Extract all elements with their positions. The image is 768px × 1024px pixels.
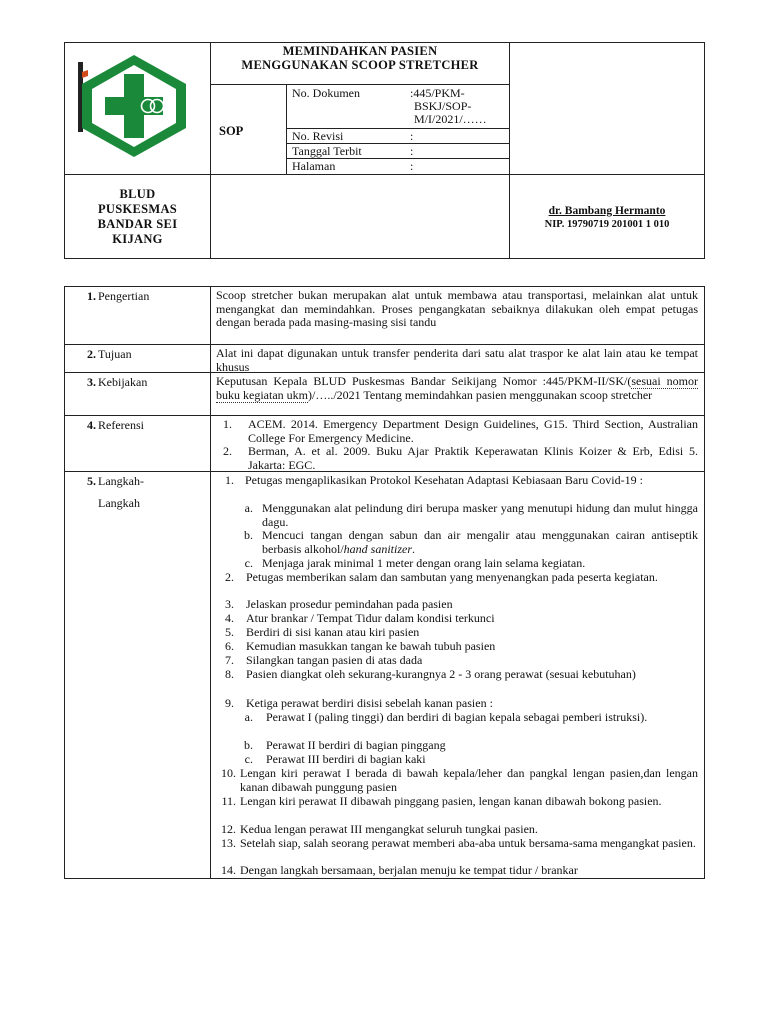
substep-letter: b. [244, 528, 253, 542]
content-divider [210, 286, 211, 879]
step-number: 10. [221, 766, 236, 780]
substep-item: Menggunakan alat pelindung diri berupa masker yang menutupi hidung dan mulut hingga dagu. [262, 501, 698, 529]
step-item: Ketiga perawat berdiri disisi sebelah kanan pasien : [246, 696, 493, 710]
step-number: 9. [225, 696, 234, 710]
substep-item: Perawat I (paling tinggi) dan berdiri di bagian kepala sebagai pemberi istruksi). [266, 710, 648, 724]
tujuan-text: Alat ini dapat digunakan untuk transfer penderita dari satu alat traspor ke alat lain atau ke tempat khusus [216, 346, 698, 374]
substep-item [262, 529, 698, 556]
org-line: BANDAR SEI [97, 217, 178, 231]
ref-number: 1. [223, 417, 232, 431]
org-line: PUSKESMAS [97, 202, 178, 216]
header-divider [286, 84, 287, 174]
step-item: Dengan langkah bersamaan, berjalan menuju ke tempat tidur / brankar [240, 864, 578, 877]
no-dokumen-line: :445/PKM- [410, 86, 465, 100]
step-number: 13. [221, 836, 236, 850]
step-item: Petugas mengaplikasikan Protokol Kesehatan Adaptasi Kebiasaan Baru Covid-19 : [245, 473, 643, 487]
no-dokumen-line: M/I/2021/…… [414, 112, 487, 126]
substep-item: Perawat III berdiri di bagian kaki [266, 752, 426, 766]
substep-letter: b. [244, 738, 253, 752]
step-item: Atur brankar / Tempat Tidur dalam kondisi terkunci [246, 611, 495, 625]
tanggal-terbit-label: Tanggal Terbit [292, 144, 362, 158]
kebijakan-text [216, 375, 698, 402]
content-divider [64, 344, 705, 345]
org-line: BLUD [119, 187, 156, 201]
halaman-colon: : [410, 159, 414, 173]
section-label-referensi: Referensi [98, 418, 144, 432]
step-number: 4. [225, 611, 234, 625]
step-item: Lengan kiri perawat I berada di bawah kepala/leher dan pangkal lengan pasien,dan lengan kanan dibawah punggung pasien [240, 766, 698, 794]
step-number: 3. [225, 597, 234, 611]
step-number: 14. [221, 863, 236, 877]
ref-item: ACEM. 2014. Emergency Department Design Guidelines, G15. Third Section, Australian College For Emergency Medicine. [248, 417, 698, 445]
no-dokumen-line: BSKJ/SOP- [414, 99, 472, 113]
section-number: 2. [87, 347, 96, 361]
section-number: 5. [87, 474, 96, 488]
step-number: 2. [225, 570, 234, 584]
kebijakan-text-part: )/…../2021 Tentang memindahkan pasien menggunakan scoop stretcher [307, 387, 653, 402]
step-number: 6. [225, 639, 234, 653]
substep-letter: a. [244, 501, 253, 515]
org-line: KIJANG [112, 232, 163, 246]
no-dokumen-label: No. Dokumen [292, 86, 360, 100]
kebijakan-text-part: Keputusan Kepala BLUD Puskesmas Bandar Seikijang Nomor :445/PKM-II/SK/( [216, 374, 632, 388]
title-line: MEMINDAHKAN PASIEN [282, 44, 438, 58]
no-revisi-label: No. Revisi [292, 129, 344, 143]
section-label-langkah [98, 470, 144, 514]
ref-number: 2. [223, 444, 232, 458]
step-number: 8. [225, 667, 234, 681]
section-label-pengertian: Pengertian [98, 289, 150, 303]
sop-label: SOP [219, 124, 244, 138]
header-divider [210, 42, 211, 259]
step-item: Setelah siap, salah seorang perawat memberi aba-aba untuk bersama-sama mengangkat pasien. [240, 836, 696, 850]
ref-item: Berman, A. et al. 2009. Buku Ajar Praktik Keperawatan Klinis Koizer & Erb, Edisi 5. Jakarta: EGC. [248, 444, 698, 472]
step-item: Petugas memberikan salam dan sambutan yang menyenangkan pada peserta kegiatan. [246, 570, 658, 584]
section-number: 3. [87, 375, 96, 389]
no-revisi-colon: : [410, 129, 414, 143]
section-number: 1. [87, 289, 96, 303]
substep-item: Perawat II berdiri di bagian pinggang [266, 738, 446, 752]
tanggal-terbit-colon: : [410, 144, 414, 158]
step-item: Berdiri di sisi kanan atau kiri pasien [246, 625, 420, 639]
substep-text-italic: hand sanitizer [343, 541, 412, 556]
section-number: 4. [87, 418, 96, 432]
substep-letter: c. [244, 556, 253, 570]
signer-nip: NIP. 19790719 201001 1 010 [544, 219, 670, 230]
substep-text-part: Mencuci tangan dengan sabun dan air mengalir atau menggunakan cairan antiseptik berbasis alkohol/ [262, 528, 698, 556]
puskesmas-logo [74, 52, 194, 160]
signer-name: dr. Bambang Hermanto [548, 205, 666, 217]
step-number: 5. [225, 625, 234, 639]
substep-text-part: . [412, 541, 415, 556]
pengertian-text: Scoop stretcher bukan merupakan alat untuk membawa atau transportasi, melainkan alat untuk mengangkat dan memindahkan. Proses pengangkatan sebaiknya dilakukan oleh empat petugas dengan berada pada masing-masing sisi tandu [216, 288, 698, 329]
section-label-line: Langkah- [98, 474, 144, 488]
step-number: 11. [221, 794, 236, 808]
substep-item: Menjaga jarak minimal 1 meter dengan orang lain selama kegiatan. [262, 556, 586, 570]
title-line: MENGGUNAKAN SCOOP STRETCHER [241, 58, 479, 72]
header-divider [64, 174, 705, 175]
step-item: Silangkan tangan pasien di atas dada [246, 653, 423, 667]
page-title [211, 44, 509, 72]
step-item: Kemudian masukkan tangan ke bawah tubuh pasien [246, 639, 496, 653]
step-item: Kedua lengan perawat III mengangkat seluruh tungkai pasien. [240, 822, 538, 836]
section-label-kebijakan: Kebijakan [98, 375, 148, 389]
kebijakan-placeholder: sesuai nomor buku kegiatan ukm [216, 374, 698, 402]
content-divider [64, 415, 705, 416]
substep-letter: c. [244, 752, 253, 766]
substep-letter: a. [244, 710, 253, 724]
step-number: 12. [221, 822, 236, 836]
step-number: 1. [225, 473, 234, 487]
header-divider [210, 84, 509, 85]
step-item: Lengan kiri perawat II dibawah pinggang pasien, lengan kanan dibawah bokong pasien. [240, 794, 662, 808]
section-label-tujuan: Tujuan [98, 347, 132, 361]
header-divider [509, 42, 510, 259]
step-number: 7. [225, 653, 234, 667]
step-item: Jelaskan prosedur pemindahan pada pasien [246, 597, 453, 611]
section-label-line: Langkah [98, 496, 140, 510]
halaman-label: Halaman [292, 159, 336, 173]
no-dokumen-value [410, 87, 506, 126]
organization-name [70, 187, 205, 247]
step-item: Pasien diangkat oleh sekurang-kurangnya 2 - 3 orang perawat (sesuai kebutuhan) [246, 667, 636, 681]
